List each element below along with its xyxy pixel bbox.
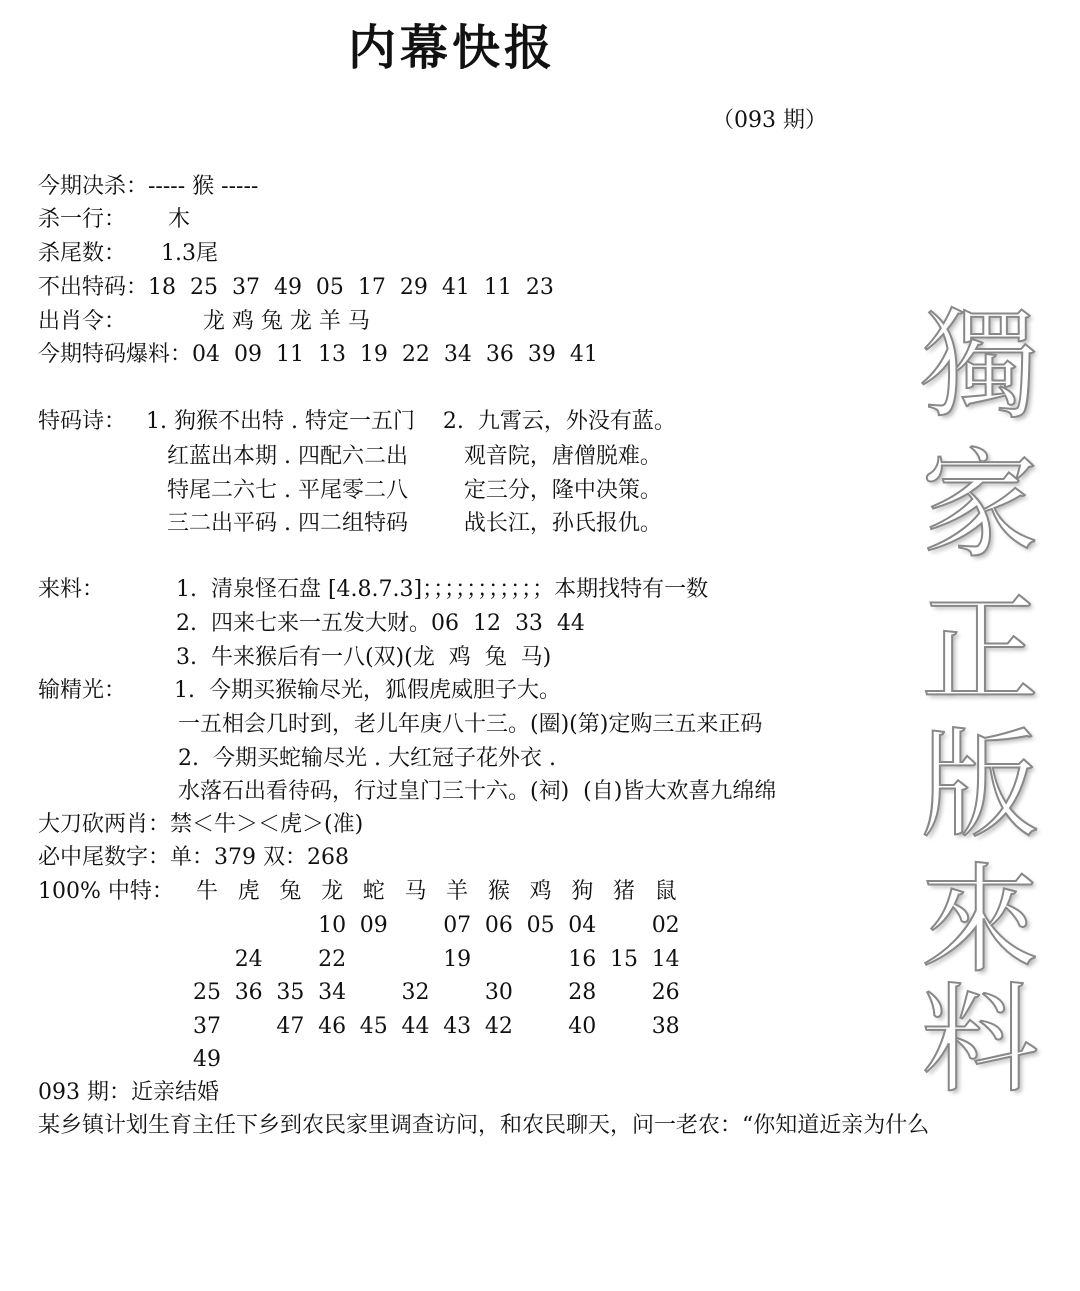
table-header-cell: 兔 <box>279 879 302 904</box>
table-header-cell: 羊 <box>446 879 469 904</box>
table-cell: 28 <box>568 980 597 1005</box>
side-banner-char: 獨 <box>920 296 1039 434</box>
table-header-cell: 狗 <box>571 879 594 904</box>
poem-line: 1. 狗猴不出特 . 特定一五门 2. 九霄云，外没有蓝。 <box>146 409 676 434</box>
blade-line: 大刀砍两肖：禁＜牛＞＜虎＞(准) <box>38 812 364 837</box>
table-cell: 25 <box>193 980 221 1005</box>
poem-line: 特尾二六七 . 平尾零二八 定三分，隆中决策。 <box>146 478 662 503</box>
source-label: 来料： <box>38 577 105 602</box>
table-cell: 32 <box>401 980 430 1005</box>
side-banner-char: 版 <box>920 716 1039 854</box>
table-cell: 16 <box>568 946 597 972</box>
side-banner-char: 家 <box>920 436 1039 574</box>
table-header-cell: 蛇 <box>362 879 385 904</box>
source-line: 1. 清泉怪石盘 [4.8.7.3]；；；；；；；；；；；本期找特有一数 <box>176 577 709 602</box>
table-cell: 34 <box>318 980 347 1005</box>
side-banner-char: 來 <box>920 851 1039 989</box>
table-cell: 46 <box>318 1013 347 1039</box>
table-cell: 15 <box>610 946 638 972</box>
table-cell: 45 <box>359 1013 388 1039</box>
table-cell: 19 <box>443 946 472 972</box>
table-cell: 30 <box>484 980 513 1005</box>
table-header-cell: 马 <box>404 879 427 904</box>
lose-label: 输精光： <box>38 678 127 703</box>
table-header-cell: 鸡 <box>529 879 552 904</box>
zodiac-order-line: 出肖令： 龙 鸡 兔 龙 羊 马 <box>38 309 370 334</box>
table-header-cell: 龙 <box>321 879 344 904</box>
poem-label: 特码诗： <box>38 409 127 434</box>
page-title: 内幕快报 <box>348 20 557 76</box>
table-cell: 36 <box>234 980 263 1005</box>
hot-numbers-line: 今期特码爆料：04 09 11 13 19 22 34 36 39 41 <box>38 342 598 367</box>
table-cell: 05 <box>526 913 555 938</box>
source-line: 3. 牛来猴后有一八(双)(龙 鸡 兔 马) <box>176 645 552 670</box>
poem-line: 三二出平码 . 四二组特码 战长江，孙氏报仇。 <box>146 511 662 536</box>
kill-zodiac-line: 今期决杀：----- 猴 ----- <box>38 174 259 199</box>
not-out-numbers-line: 不出特码：18 25 37 49 05 17 29 41 11 23 <box>38 275 554 300</box>
table-header-cell: 猴 <box>487 879 510 904</box>
lose-line: 1. 今期买猴输尽光，狐假虎威胆子大。 <box>174 678 561 703</box>
table-header-cell: 鼠 <box>654 879 677 904</box>
table-cell: 35 <box>276 980 305 1005</box>
table-cell: 49 <box>193 1047 221 1072</box>
table-header-cell: 猪 <box>612 879 635 904</box>
table-cell: 38 <box>651 1013 680 1039</box>
table-cell: 42 <box>484 1013 513 1039</box>
table-cell: 07 <box>443 913 472 938</box>
story-text: 某乡镇计划生育主任下乡到农民家里调查访问，和农民聊天，问一老农：“你知道近亲为什么 <box>38 1113 930 1138</box>
table-cell: 10 <box>318 913 347 938</box>
table-label: 100% 中特： <box>38 879 174 904</box>
poem-line: 红蓝出本期 . 四配六二出 观音院，唐僧脱难。 <box>146 444 662 469</box>
table-cell: 14 <box>651 946 680 972</box>
table-cell: 40 <box>568 1013 597 1039</box>
story-title: 093 期：近亲结婚 <box>38 1080 219 1105</box>
table-cell: 04 <box>568 913 597 938</box>
table-cell: 06 <box>484 913 513 938</box>
tail-digits-line: 必中尾数字：单：379 双：268 <box>38 845 349 870</box>
table-cell: 43 <box>443 1013 472 1039</box>
table-header-cell: 牛 <box>195 879 218 904</box>
table-cell: 47 <box>276 1013 305 1039</box>
kill-tail-line: 杀尾数： 1.3尾 <box>38 241 218 266</box>
table-cell: 24 <box>234 946 263 972</box>
table-cell: 26 <box>651 980 680 1005</box>
source-line: 2. 四来七来一五发大财。06 12 33 44 <box>176 611 585 636</box>
kill-element-line: 杀一行： 木 <box>38 207 190 232</box>
table-cell: 44 <box>401 1013 430 1039</box>
table-cell: 09 <box>359 913 388 938</box>
lose-line: 一五相会几时到，老儿年庚八十三。(圈)(第)定购三五来正码 <box>178 712 763 737</box>
lose-line: 水落石出看待码，行过皇门三十六。(祠) (自)皆大欢喜九绵绵 <box>178 779 777 804</box>
issue-number: （093 期） <box>712 108 827 133</box>
side-banner-char: 正 <box>920 581 1039 719</box>
side-banner-char: 料 <box>920 971 1039 1109</box>
lose-line: 2. 今期买蛇输尽光 . 大红冠子花外衣 . <box>178 746 556 771</box>
table-cell: 02 <box>651 913 680 938</box>
table-header-cell: 虎 <box>237 879 260 904</box>
table-cell: 22 <box>318 946 347 972</box>
table-cell: 37 <box>193 1013 221 1039</box>
